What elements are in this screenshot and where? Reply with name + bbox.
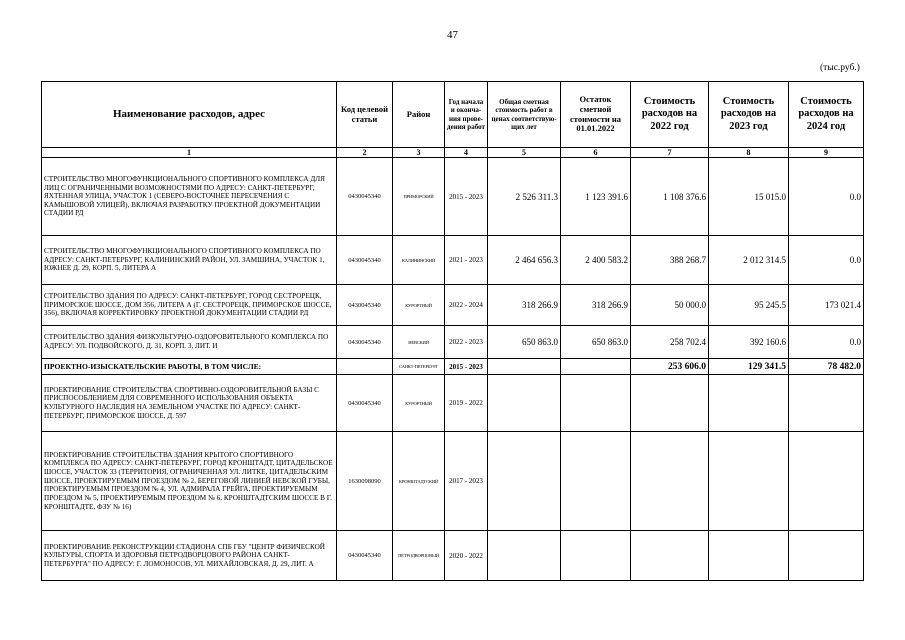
total-cost bbox=[488, 531, 561, 581]
cost-2024 bbox=[789, 375, 864, 432]
target-code: 0430045340 bbox=[337, 375, 393, 432]
cost-2024: 78 482.0 bbox=[789, 359, 864, 375]
cost-2023: 2 012 314.5 bbox=[709, 236, 789, 285]
district: КАЛИНИНСКИЙ bbox=[393, 236, 445, 285]
remainder bbox=[561, 375, 631, 432]
target-code bbox=[337, 359, 393, 375]
table-row bbox=[42, 432, 864, 531]
column-number: 9 bbox=[789, 148, 864, 158]
cost-2024 bbox=[789, 432, 864, 531]
years: 2015 - 2023 bbox=[445, 359, 488, 375]
header-remainder: Остаток сметной стоимости на 01.01.2022 bbox=[561, 82, 631, 148]
header-code: Код целевой статьи bbox=[337, 82, 393, 148]
remainder bbox=[561, 432, 631, 531]
table-row bbox=[42, 236, 864, 285]
district: ПРИМОРСКИЙ bbox=[393, 158, 445, 236]
district: КУРОРТНЫЙ bbox=[393, 285, 445, 326]
column-number: 4 bbox=[445, 148, 488, 158]
column-number: 1 bbox=[42, 148, 337, 158]
district: КРОНШТАДТСКИЙ bbox=[393, 432, 445, 531]
expense-name: ПРОЕКТИРОВАНИЕ СТРОИТЕЛЬСТВА ЗДАНИЯ КРЫТОГО СПОРТИВНОГО КОМПЛЕКСА ПО АДРЕСУ: САНКТ-ПЕТЕРБУРГ, ГОРОД КРОНШТАДТ, ЦИТАДЕЛЬСКОЕ ШОССЕ, УЧАСТОК 33 (ТЕРРИТОРИЯ, ОГРАНИЧЕННАЯ УЛ. ЛИТКЕ, ЦИТАДЕЛЬСКИМ ШОССЕ, ПРОЕКТИРУЕМЫМ ПРОЕЗДОМ № 2, БЕРЕГОВОЙ ЛИНИЕЙ НЕВСКОЙ ГУБЫ, ПРОЕКТИРУЕМЫМ ПРОЕЗДОМ № 4, УЛ. АДМИРАЛА ГРЕЙГА, ПРОЕКТИРУЕМЫМ ПРОЕЗДОМ № 5, ПРОЕКТИРУЕМЫМ ПРОЕЗДОМ № 6, КРОНШТАДТСКИМ ШОССЕ В Г. КРОНШТАДТЕ, ФЗУ № 16) bbox=[42, 432, 337, 531]
target-code: 1630098090 bbox=[337, 432, 393, 531]
cost-2023: 15 015.0 bbox=[709, 158, 789, 236]
years: 2021 - 2023 bbox=[445, 236, 488, 285]
total-cost bbox=[488, 432, 561, 531]
remainder bbox=[561, 531, 631, 581]
table-row bbox=[42, 285, 864, 326]
total-cost: 2 464 656.3 bbox=[488, 236, 561, 285]
unit-label: (тыс.руб.) bbox=[820, 63, 860, 73]
column-number-row bbox=[42, 148, 864, 158]
cost-2023 bbox=[709, 531, 789, 581]
cost-2024: 173 021.4 bbox=[789, 285, 864, 326]
target-code: 0430045340 bbox=[337, 531, 393, 581]
years: 2015 - 2023 bbox=[445, 158, 488, 236]
column-number: 2 bbox=[337, 148, 393, 158]
table-row bbox=[42, 531, 864, 581]
expense-name: ПРОЕКТИРОВАНИЕ РЕКОНСТРУКЦИИ СТАДИОНА СПБ ГБУ "ЦЕНТР ФИЗИЧЕСКОЙ КУЛЬТУРЫ, СПОРТА И ЗДОРОВЬЯ ПЕТРОДВОРЦОВОГО РАЙОНА САНКТ-ПЕТЕРБУРГА" ПО АДРЕСУ: Г. ЛОМОНОСОВ, УЛ. МИХАЙЛОВСКАЯ, Д. 29, ЛИТ. А bbox=[42, 531, 337, 581]
column-number: 5 bbox=[488, 148, 561, 158]
table-row-subtotal bbox=[42, 359, 864, 375]
table-row bbox=[42, 326, 864, 359]
total-cost: 650 863.0 bbox=[488, 326, 561, 359]
table-row bbox=[42, 158, 864, 236]
target-code: 0430045340 bbox=[337, 158, 393, 236]
expense-name: СТРОИТЕЛЬСТВО ЗДАНИЯ ФИЗКУЛЬТУРНО-ОЗДОРОВИТЕЛЬНОГО КОМПЛЕКСА ПО АДРЕСУ: УЛ. ПОДВОЙСКОГО, Д. 31, КОРП. 3, ЛИТ. И bbox=[42, 326, 337, 359]
expense-name: СТРОИТЕЛЬСТВО МНОГОФУНКЦИОНАЛЬНОГО СПОРТИВНОГО КОМПЛЕКСА ДЛЯ ЛИЦ С ОГРАНИЧЕННЫМИ ВОЗМОЖНОСТЯМИ ПО АДРЕСУ: САНКТ-ПЕТЕРБУРГ, ЯХТЕННАЯ УЛИЦА, УЧАСТОК 1 (СЕВЕРО-ВОСТОЧНЕЕ ПЕРЕСЕЧЕНИЯ С КАМЫШОВОЙ УЛИЦЕЙ), ВКЛЮЧАЯ РАЗРАБОТКУ ПРОЕКТНОЙ ДОКУМЕНТАЦИИ СТАДИИ РД bbox=[42, 158, 337, 236]
header-2023: Стоимость расходов на 2023 год bbox=[709, 82, 789, 148]
total-cost bbox=[488, 359, 561, 375]
cost-2022: 388 268.7 bbox=[631, 236, 709, 285]
years: 2017 - 2023 bbox=[445, 432, 488, 531]
header-2022: Стоимость расходов на 2022 год bbox=[631, 82, 709, 148]
header-total-cost: Общая сметная стоимость работ в ценах соответствую-щих лет bbox=[488, 82, 561, 148]
header-2024: Стоимость расходов на 2024 год bbox=[789, 82, 864, 148]
column-number: 8 bbox=[709, 148, 789, 158]
table-row bbox=[42, 375, 864, 432]
cost-2022 bbox=[631, 375, 709, 432]
column-number: 3 bbox=[393, 148, 445, 158]
cost-2023: 95 245.5 bbox=[709, 285, 789, 326]
cost-2022 bbox=[631, 432, 709, 531]
budget-table bbox=[41, 81, 864, 581]
cost-2022 bbox=[631, 531, 709, 581]
expense-name: СТРОИТЕЛЬСТВО ЗДАНИЯ ПО АДРЕСУ: САНКТ-ПЕТЕРБУРГ, ГОРОД СЕСТРОРЕЦК, ПРИМОРСКОЕ ШОССЕ, ДОМ 356, ЛИТЕРА А (Г. СЕСТРОРЕЦК, ПРИМОРСКОЕ ШОССЕ, 356), ВКЛЮЧАЯ КОРРЕКТИРОВКУ ПРОЕКТНОЙ ДОКУМЕНТАЦИИ СТАДИИ РД bbox=[42, 285, 337, 326]
cost-2022: 258 702.4 bbox=[631, 326, 709, 359]
column-number: 6 bbox=[561, 148, 631, 158]
header-district: Район bbox=[393, 82, 445, 148]
cost-2024: 0.0 bbox=[789, 158, 864, 236]
cost-2024: 0.0 bbox=[789, 326, 864, 359]
cost-2022: 253 606.0 bbox=[631, 359, 709, 375]
cost-2024 bbox=[789, 531, 864, 581]
page-number: 47 bbox=[447, 29, 458, 41]
district: САНКТ-ПЕТЕРБУРГ bbox=[393, 359, 445, 375]
total-cost: 2 526 311.3 bbox=[488, 158, 561, 236]
years: 2020 - 2022 bbox=[445, 531, 488, 581]
target-code: 0430045340 bbox=[337, 236, 393, 285]
district: НЕВСКИЙ bbox=[393, 326, 445, 359]
expense-name: ПРОЕКТИРОВАНИЕ СТРОИТЕЛЬСТВА СПОРТИВНО-ОЗДОРОВИТЕЛЬНОЙ БАЗЫ С ПРИСПОСОБЛЕНИЕМ ДЛЯ СОВРЕМЕННОГО ИСПОЛЬЗОВАНИЯ ОБЪЕКТА КУЛЬТУРНОГО НАСЛЕДИЯ НА ЗЕМЕЛЬНОМ УЧАСТКЕ ПО АДРЕСУ: САНКТ-ПЕТЕРБУРГ, ПРИМОРСКОЕ ШОССЕ, Д. 597 bbox=[42, 375, 337, 432]
cost-2023 bbox=[709, 375, 789, 432]
column-number: 7 bbox=[631, 148, 709, 158]
cost-2023: 392 160.6 bbox=[709, 326, 789, 359]
cost-2024: 0.0 bbox=[789, 236, 864, 285]
cost-2022: 50 000.0 bbox=[631, 285, 709, 326]
years: 2022 - 2024 bbox=[445, 285, 488, 326]
total-cost: 318 266.9 bbox=[488, 285, 561, 326]
remainder: 318 266.9 bbox=[561, 285, 631, 326]
remainder bbox=[561, 359, 631, 375]
expense-name: ПРОЕКТНО-ИЗЫСКАТЕЛЬСКИЕ РАБОТЫ, В ТОМ ЧИСЛЕ: bbox=[42, 359, 337, 375]
years: 2022 - 2023 bbox=[445, 326, 488, 359]
total-cost bbox=[488, 375, 561, 432]
remainder: 2 400 583.2 bbox=[561, 236, 631, 285]
cost-2023: 129 341.5 bbox=[709, 359, 789, 375]
header-years: Год начала и оконча-ния прове-дения работ bbox=[445, 82, 488, 148]
target-code: 0430045340 bbox=[337, 326, 393, 359]
target-code: 0430045340 bbox=[337, 285, 393, 326]
remainder: 650 863.0 bbox=[561, 326, 631, 359]
district: ПЕТРОДВОРЦОВЫЙ bbox=[393, 531, 445, 581]
remainder: 1 123 391.6 bbox=[561, 158, 631, 236]
header-row bbox=[42, 82, 864, 148]
years: 2019 - 2022 bbox=[445, 375, 488, 432]
cost-2022: 1 108 376.6 bbox=[631, 158, 709, 236]
district: КУРОРТНЫЙ bbox=[393, 375, 445, 432]
expense-name: СТРОИТЕЛЬСТВО МНОГОФУНКЦИОНАЛЬНОГО СПОРТИВНОГО КОМПЛЕКСА ПО АДРЕСУ: САНКТ-ПЕТЕРБУРГ, КАЛИНИНСКИЙ РАЙОН, УЛ. ЗАМШИНА, УЧАСТОК 1, ЮЖНЕЕ Д. 29, КОРП. 5, ЛИТЕРА А bbox=[42, 236, 337, 285]
header-name: Наименование расходов, адрес bbox=[42, 82, 337, 148]
cost-2023 bbox=[709, 432, 789, 531]
